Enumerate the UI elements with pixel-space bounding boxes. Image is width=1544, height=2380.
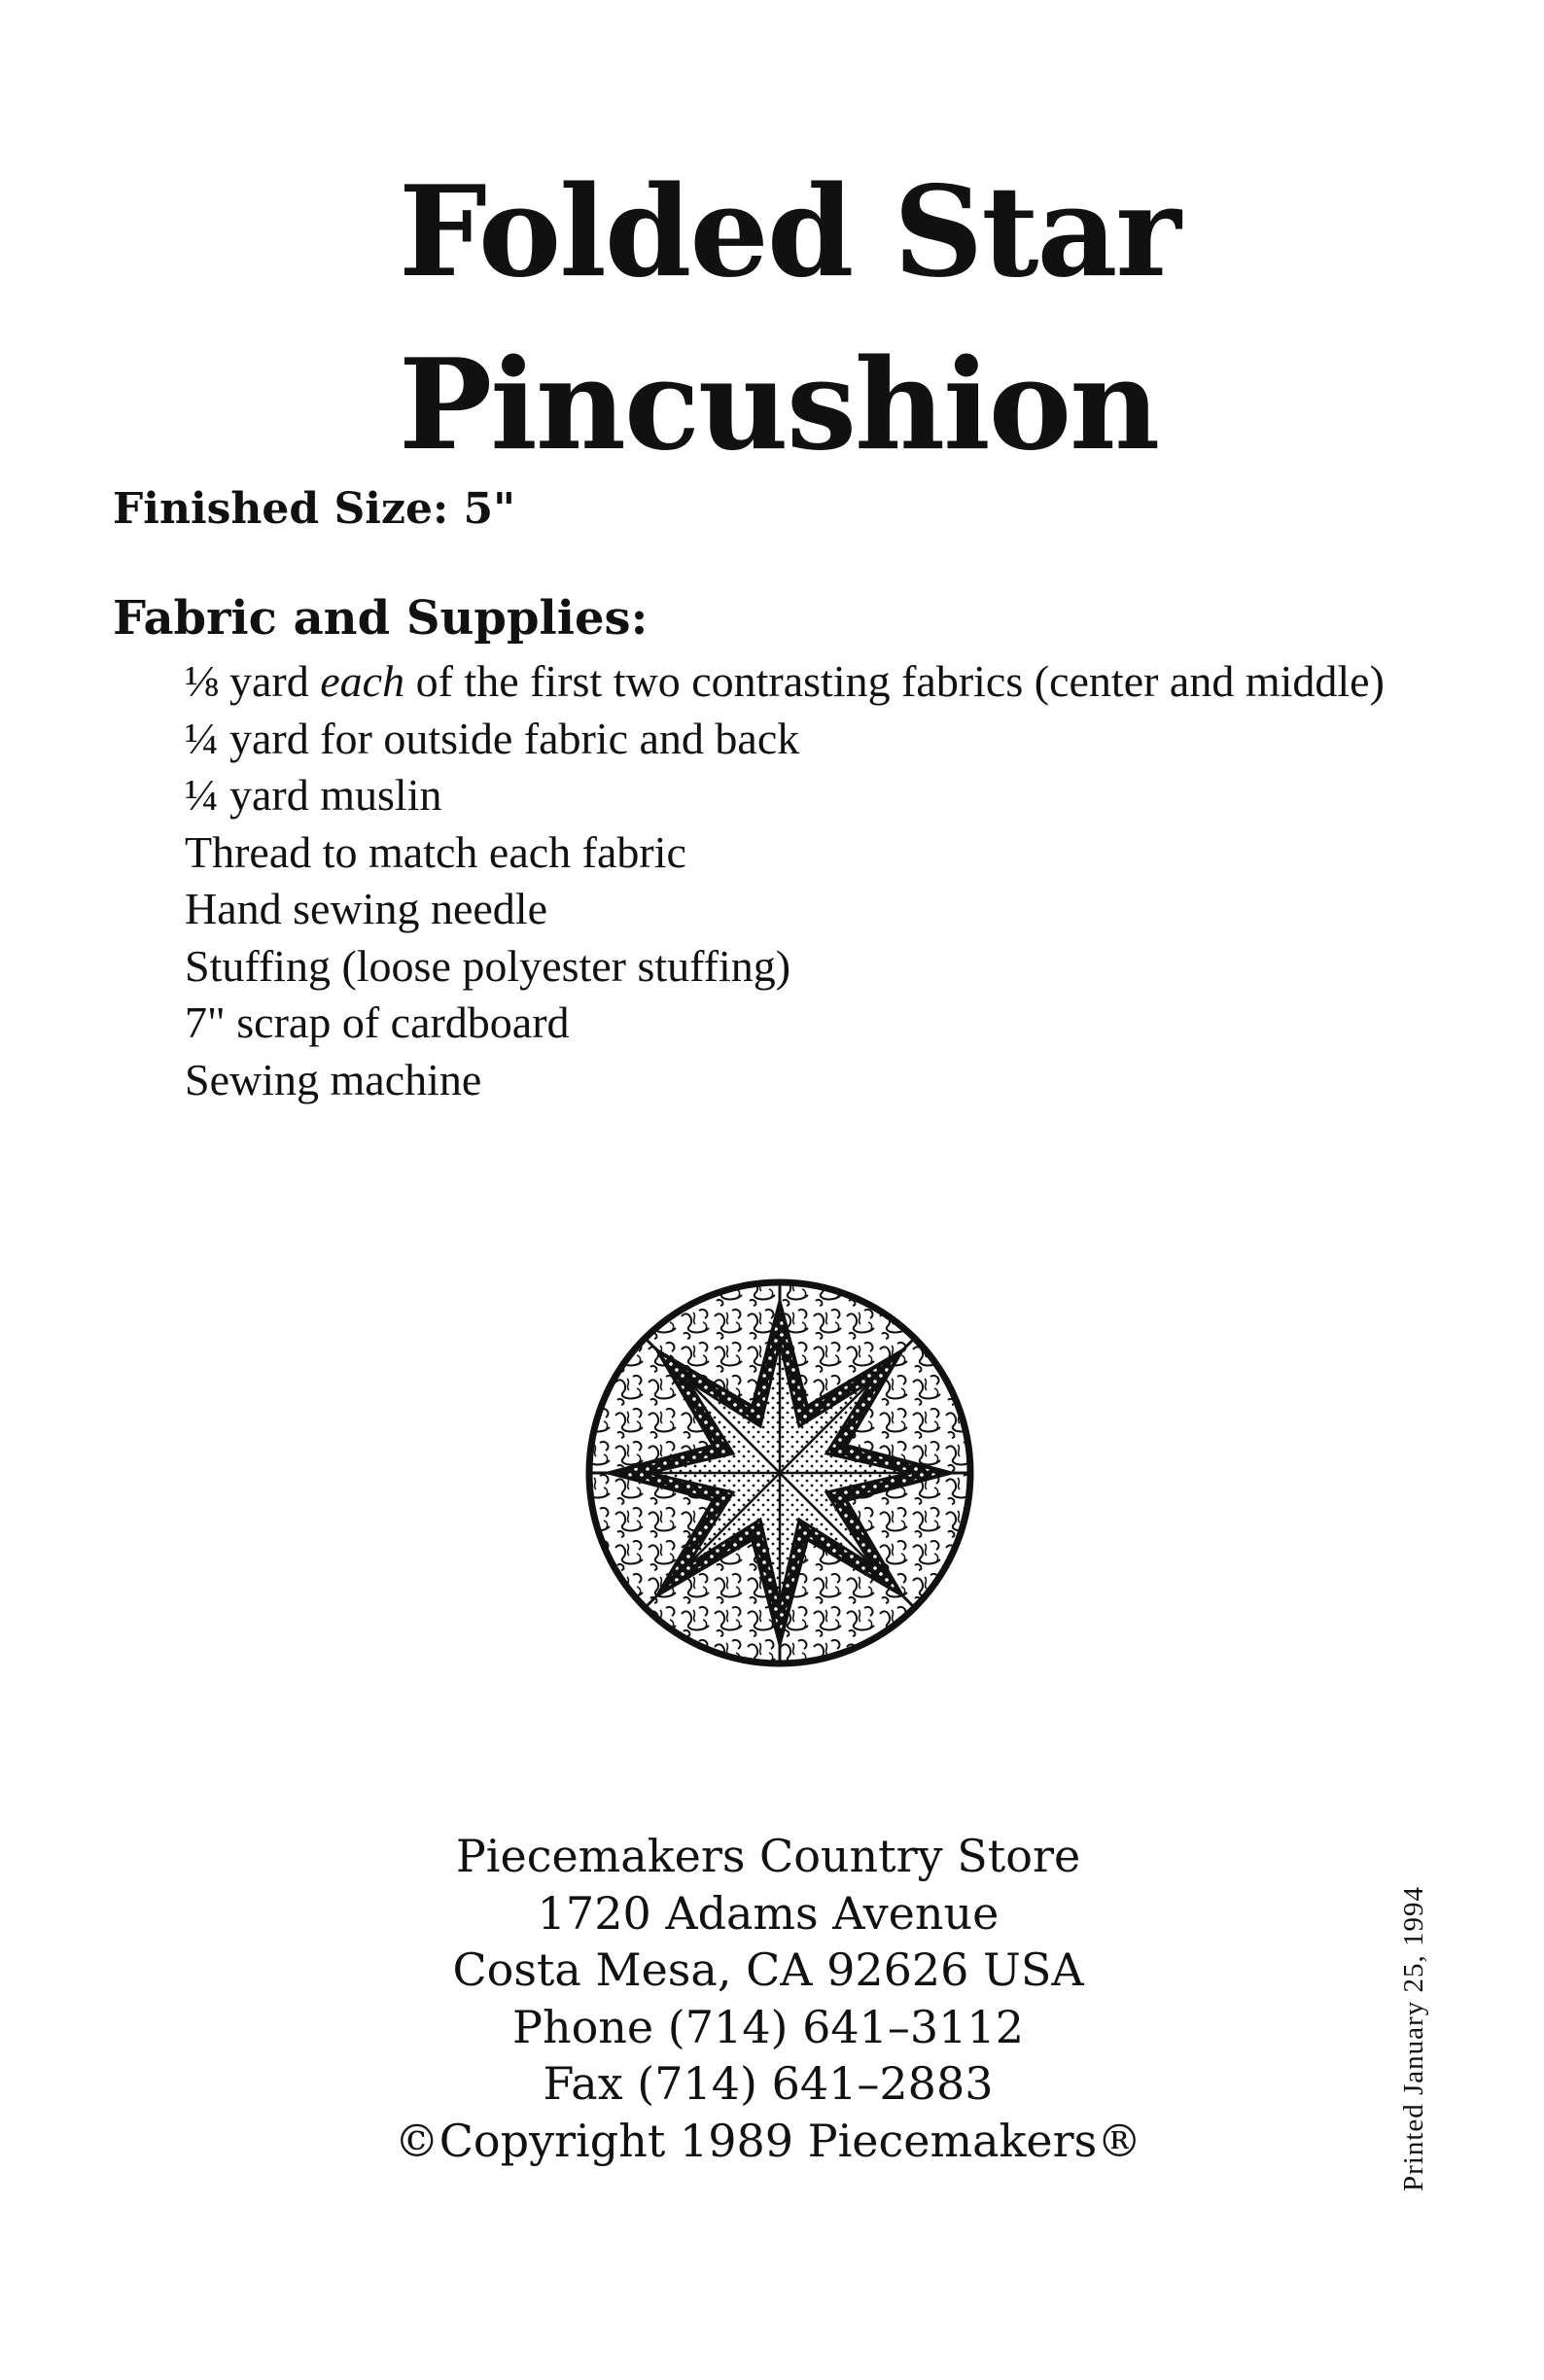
street-address: 1720 Adams Avenue (537, 1886, 1000, 1940)
supply-item: Sewing machine (185, 1054, 482, 1104)
supply-item: Thread to match each fabric (185, 826, 686, 877)
copyright-notice: ©Copyright 1989 Piecemakers® (394, 2114, 1142, 2167)
printed-date: Printed January 25, 1994 (1398, 1886, 1429, 2191)
supply-item: ¼ yard for outside fabric and back (185, 713, 800, 763)
store-name: Piecemakers Country Store (455, 1830, 1081, 1882)
phone-number: Phone (714) 641–3112 (512, 2000, 1024, 2053)
emphasis-each: each (320, 656, 405, 706)
supply-item: ⅛ yard each of the first two contrasting fabrics (center and middle) (185, 656, 1385, 706)
supplies-list (185, 653, 1385, 1108)
supplies-heading: Fabric and Supplies: (113, 591, 649, 646)
folded-star-pincushion-illustration (580, 1274, 979, 1672)
supply-item: 7" scrap of cardboard (185, 998, 570, 1047)
supply-item: Hand sewing needle (185, 884, 547, 933)
city-state-zip: Costa Mesa, CA 92626 USA (452, 1943, 1084, 1996)
supply-item: ¼ yard muslin (185, 770, 442, 820)
store-address-block (369, 1828, 1167, 2169)
title-line-1: Folded Star (399, 159, 1179, 305)
supply-item: Stuffing (loose polyester stuffing) (185, 940, 791, 991)
fax-number: Fax (714) 641–2883 (543, 2057, 994, 2110)
page-title (399, 146, 1179, 492)
title-line-2: Pincushion (399, 332, 1159, 478)
finished-size: Finished Size: 5" (113, 484, 516, 534)
